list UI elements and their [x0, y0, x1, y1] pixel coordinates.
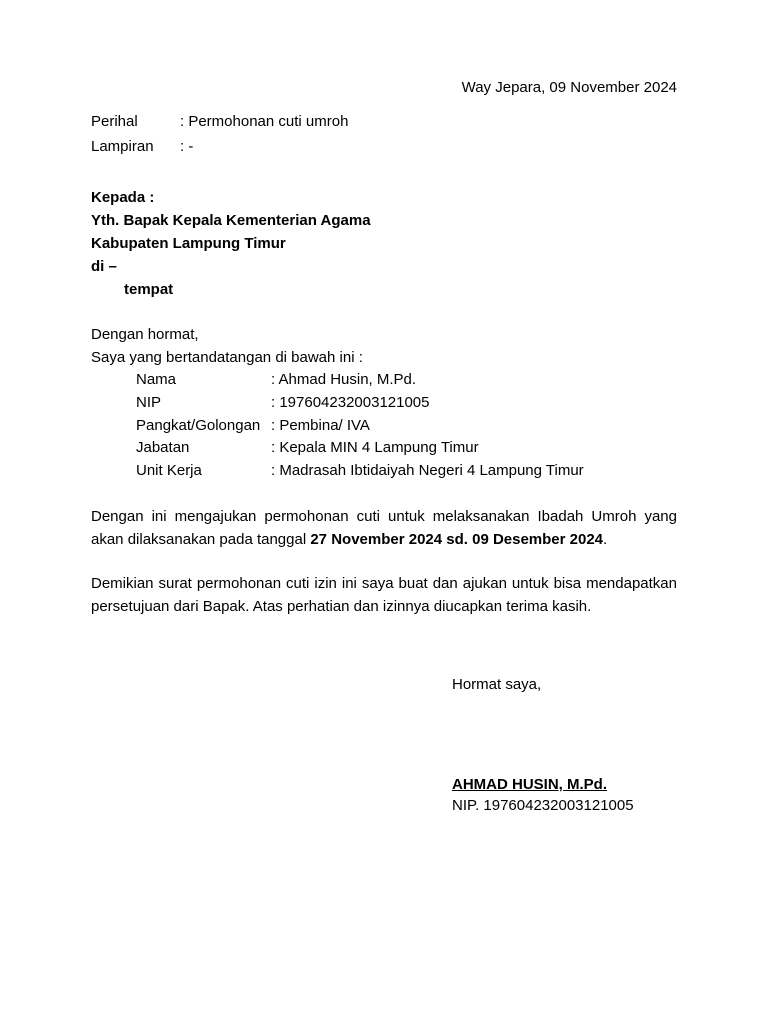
identity-label-nip: NIP [136, 394, 162, 411]
recipient-di: di – [91, 258, 117, 275]
identity-value-nip: : 197604232003121005 [271, 394, 430, 411]
body-request-line-1: Dengan ini mengajukan permohonan cuti untuk melaksanakan Ibadah Umroh yang [91, 508, 677, 525]
perihal-label: Perihal [91, 113, 138, 130]
intro-line: Saya yang bertandatangan di bawah ini : [91, 349, 363, 366]
leave-dates: 27 November 2024 sd. 09 Desember 2024 [310, 530, 604, 548]
body-paragraph-request [91, 506, 677, 551]
recipient-line-2: Kabupaten Lampung Timur [91, 235, 286, 252]
identity-label-unit-kerja: Unit Kerja [136, 462, 202, 479]
body-request-line-2 [91, 529, 677, 552]
perihal-value: : Permohonan cuti umroh [180, 113, 349, 130]
body-request-suffix: . [603, 530, 608, 548]
body-closing-line-1: Demikian surat permohonan cuti izin ini saya buat dan ajukan untuk bisa mendapatkan [91, 575, 677, 592]
closing-greeting: Hormat saya, [452, 676, 542, 693]
identity-label-jabatan: Jabatan [136, 439, 190, 456]
signer-name: AHMAD HUSIN, M.Pd. [452, 776, 607, 793]
identity-value-pangkat: : Pembina/ IVA [271, 417, 370, 434]
body-closing-line-2: persetujuan dari Bapak. Atas perhatian dan izinnya diucapkan terima kasih. [91, 597, 592, 615]
identity-label-nama: Nama [136, 371, 177, 388]
place-date: Way Jepara, 09 November 2024 [461, 79, 677, 96]
body-request-prefix: akan dilaksanakan pada tanggal [91, 530, 311, 548]
identity-value-nama: : Ahmad Husin, M.Pd. [271, 371, 417, 388]
lampiran-value: : - [180, 138, 194, 155]
kepada-label: Kepada : [91, 189, 155, 206]
body-paragraph-closing [91, 573, 677, 618]
signer-nip: NIP. 197604232003121005 [452, 797, 634, 814]
identity-label-pangkat: Pangkat/Golongan [136, 417, 261, 434]
recipient-line-1: Yth. Bapak Kepala Kementerian Agama [91, 212, 371, 229]
salutation: Dengan hormat, [91, 326, 199, 343]
recipient-tempat: tempat [124, 281, 174, 298]
lampiran-label: Lampiran [91, 138, 154, 155]
identity-value-unit-kerja: : Madrasah Ibtidaiyah Negeri 4 Lampung Timur [271, 462, 584, 479]
identity-value-jabatan: : Kepala MIN 4 Lampung Timur [271, 439, 479, 456]
